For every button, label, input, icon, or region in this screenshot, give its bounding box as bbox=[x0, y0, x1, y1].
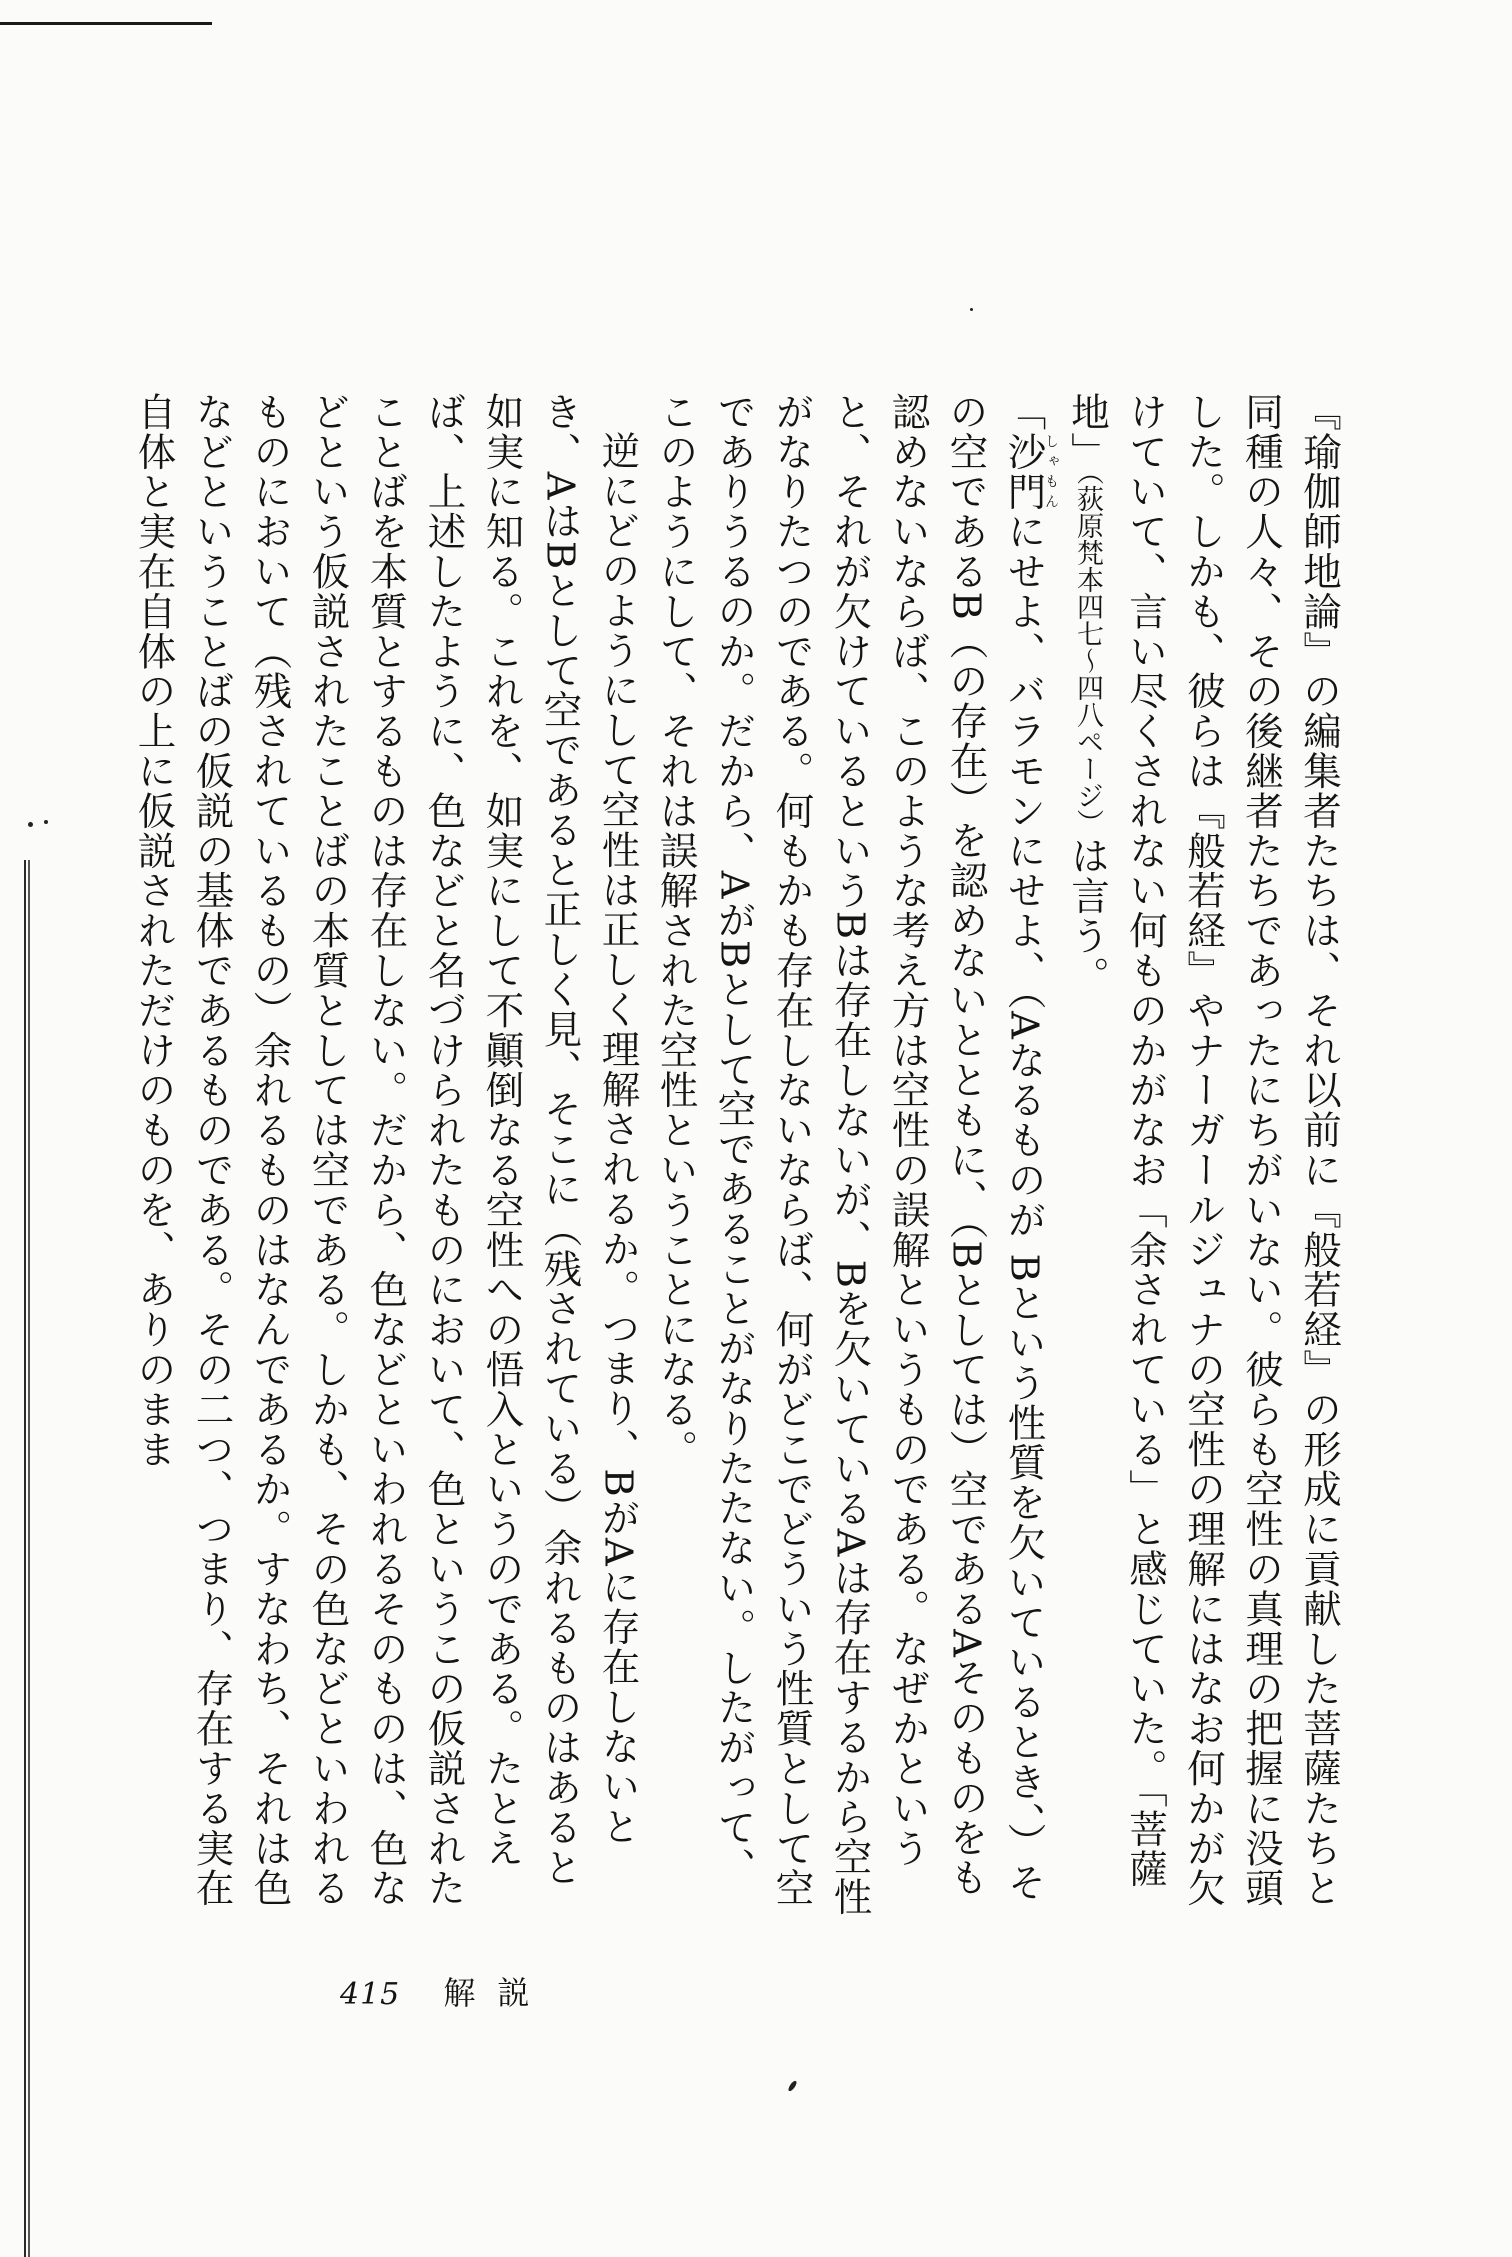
ruby-reading: しゃもん bbox=[1043, 431, 1059, 512]
page-number: 415 bbox=[340, 1977, 401, 2012]
ruby-shamon: 沙門しゃもん bbox=[1001, 431, 1059, 512]
page-footer bbox=[340, 1968, 551, 2014]
paragraph-3: 逆にどのようにして空性は正しく理解されるか。つまり、BがAに存在しないとき、AはBとして空であると正しく見、そこに（残されている）余れるものはあると如実に知る。これを、如実にして不顚倒なる空性への悟入というのである。たとえば、上述したように、色などと名づけられたものにおいて、色というこの仮説されたことばを本質とするものは存在しない。だから、色などといわれるそのものは、色などという仮説されたことばの本質としては空である。しかも、その色などといわれるものにおいて（残されているもの）余れるものはなんであるか。すなわち、それは色などということばの仮説の基体であるものである。その二つ、つまり、存在する実在自体と実在自体の上に仮説されただけのものを、ありのまま bbox=[131, 392, 641, 1909]
binding-edge bbox=[24, 860, 30, 2257]
paragraph-1 bbox=[1058, 392, 1348, 1922]
ink-speck bbox=[970, 308, 973, 311]
quotation-paragraph: 「沙門しゃもんにせよ、バラモンにせよ、（Aなるものが Bという性質を欠いているとき、）その空であるB（の存在）を認めないとともに、（Bとしては）空であるAそのものをも認めないならば、このような考え方は空性の誤解というものである。なぜかというと、それが欠けているというBは存在しないが、Bを欠いているAは存在するから空性がなりたつのである。何もかも存在しないならば、何がどこでどういう性質として空でありうるのか。だから、AがBとして空であることがなりたたない。したがって、このようにして、それは誤解された空性ということになる。 bbox=[653, 392, 1059, 1917]
vertical-body-text bbox=[131, 392, 1348, 1922]
ink-speck bbox=[28, 822, 33, 827]
running-section-title: 解説 bbox=[443, 1974, 552, 2012]
top-rule bbox=[0, 22, 212, 25]
paragraph-1-tail: は言う。 bbox=[1065, 836, 1110, 996]
ink-speck bbox=[44, 820, 48, 824]
page-reference: （荻原梵本四七～四八ページ） bbox=[1072, 471, 1103, 837]
ink-speck bbox=[787, 2080, 798, 2093]
paragraph-1-text: 『瑜伽師地論』の編集者たちは、それ以前に『般若経』の形成に貢献した菩薩たちと同種の人々、その後継者たちであったにちがいない。彼らも空性の真理の把握に没頭した。しかも、彼らは『般若経』やナーガールジュナの空性の理解にはなお何かが欠けていて、言い尽くされない何ものかがなお「余されている」と感じていた。「菩薩地」 bbox=[1065, 392, 1342, 1909]
